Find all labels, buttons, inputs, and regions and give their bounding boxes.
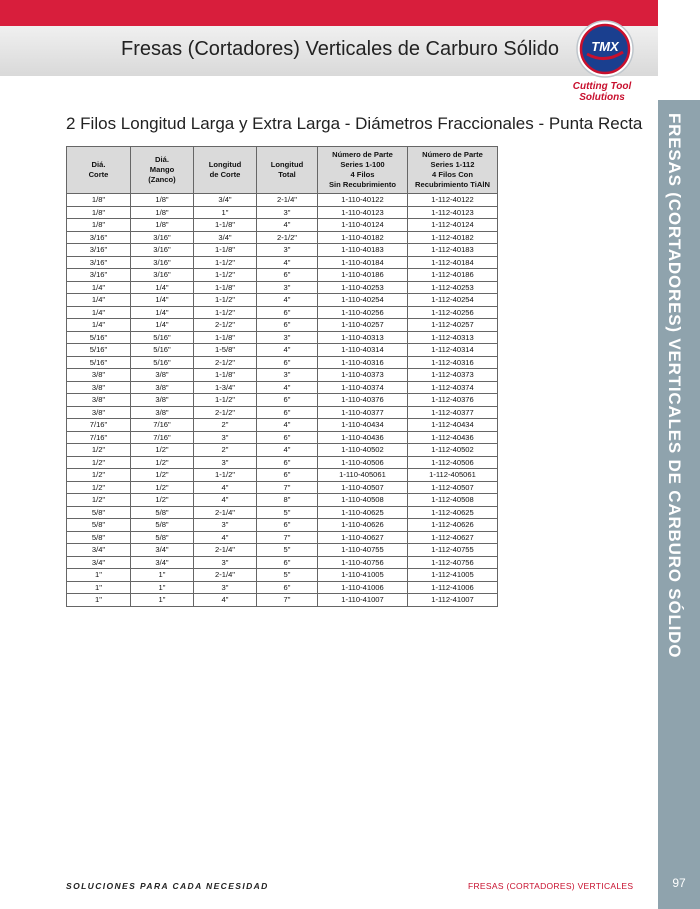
cell-longitud-total: 4" [257, 381, 318, 394]
table-row [67, 519, 498, 532]
cell-dia-mango: 1" [131, 581, 194, 594]
cell-parte-1-112: 1-112-40124 [408, 219, 498, 232]
footer-tagline: SOLUCIONES PARA CADA NECESIDAD [66, 881, 269, 891]
cell-longitud-total: 3" [257, 281, 318, 294]
cell-parte-1-112: 1-112-40256 [408, 306, 498, 319]
cell-dia-corte: 5/16" [67, 331, 131, 344]
cell-dia-corte: 3/8" [67, 369, 131, 382]
cell-parte-1-100: 1-110-40377 [318, 406, 408, 419]
table-row [67, 381, 498, 394]
cell-parte-1-100: 1-110-40253 [318, 281, 408, 294]
cell-dia-mango: 1/2" [131, 456, 194, 469]
cell-dia-mango: 3/8" [131, 369, 194, 382]
footer-section: FRESAS (CORTADORES) VERTICALES [468, 881, 634, 891]
table-row [67, 356, 498, 369]
header-parte-1-100: Número de Parte Series 1-100 4 Filos Sin Recubrimiento [318, 147, 408, 194]
cell-parte-1-112: 1-112-40183 [408, 244, 498, 257]
cell-dia-corte: 3/8" [67, 381, 131, 394]
cell-parte-1-100: 1-110-40434 [318, 419, 408, 432]
cell-dia-corte: 5/8" [67, 531, 131, 544]
cell-parte-1-100: 1-110-40124 [318, 219, 408, 232]
cell-longitud-corte: 2-1/4" [194, 569, 257, 582]
product-table [66, 146, 498, 607]
cell-parte-1-100: 1-110-40756 [318, 556, 408, 569]
table-row [67, 281, 498, 294]
cell-parte-1-100: 1-110-40508 [318, 494, 408, 507]
cell-longitud-corte: 1-1/2" [194, 306, 257, 319]
cell-longitud-corte: 2-1/2" [194, 406, 257, 419]
header-dia-corte: Diá. Corte [67, 147, 131, 194]
cell-parte-1-112: 1-112-40253 [408, 281, 498, 294]
cell-parte-1-112: 1-112-40434 [408, 419, 498, 432]
cell-longitud-corte: 1" [194, 206, 257, 219]
cell-dia-corte: 1/4" [67, 294, 131, 307]
cell-longitud-corte: 4" [194, 531, 257, 544]
cell-dia-mango: 5/8" [131, 506, 194, 519]
page-number: 97 [672, 876, 686, 890]
cell-parte-1-112: 1-112-40182 [408, 231, 498, 244]
table-header-row [67, 147, 498, 194]
cell-dia-mango: 5/16" [131, 356, 194, 369]
cell-parte-1-100: 1-110-40316 [318, 356, 408, 369]
cell-parte-1-100: 1-110-40625 [318, 506, 408, 519]
page-title: Fresas (Cortadores) Verticales de Carburo Sólido [121, 38, 559, 60]
cell-dia-mango: 3/8" [131, 394, 194, 407]
cell-longitud-corte: 1-1/2" [194, 294, 257, 307]
cell-longitud-corte: 2-1/2" [194, 319, 257, 332]
cell-parte-1-100: 1-110-41006 [318, 581, 408, 594]
table-row [67, 256, 498, 269]
cell-dia-corte: 1/8" [67, 206, 131, 219]
cell-dia-corte: 1/8" [67, 219, 131, 232]
table-row [67, 369, 498, 382]
cell-dia-corte: 7/16" [67, 419, 131, 432]
cell-parte-1-112: 1-112-405061 [408, 469, 498, 482]
cell-longitud-total: 6" [257, 356, 318, 369]
table-row [67, 494, 498, 507]
cell-parte-1-100: 1-110-40184 [318, 256, 408, 269]
cell-longitud-total: 6" [257, 581, 318, 594]
cell-parte-1-100: 1-110-41005 [318, 569, 408, 582]
cell-dia-corte: 3/8" [67, 406, 131, 419]
cell-parte-1-100: 1-110-40436 [318, 431, 408, 444]
cell-parte-1-112: 1-112-40755 [408, 544, 498, 557]
table-row [67, 581, 498, 594]
cell-parte-1-100: 1-110-40507 [318, 481, 408, 494]
cell-longitud-total: 6" [257, 406, 318, 419]
cell-parte-1-100: 1-110-40376 [318, 394, 408, 407]
table-row [67, 394, 498, 407]
cell-dia-mango: 1/4" [131, 294, 194, 307]
cell-longitud-total: 6" [257, 306, 318, 319]
cell-dia-corte: 3/8" [67, 394, 131, 407]
cell-parte-1-112: 1-112-40506 [408, 456, 498, 469]
table-row [67, 556, 498, 569]
cell-longitud-corte: 2-1/2" [194, 356, 257, 369]
cell-parte-1-112: 1-112-40316 [408, 356, 498, 369]
cell-parte-1-112: 1-112-40186 [408, 269, 498, 282]
cell-longitud-corte: 4" [194, 594, 257, 607]
tmx-logo [576, 20, 634, 78]
table-row [67, 469, 498, 482]
cell-longitud-corte: 1-1/8" [194, 244, 257, 257]
cell-longitud-total: 5" [257, 569, 318, 582]
table-row [67, 269, 498, 282]
cell-longitud-total: 6" [257, 269, 318, 282]
cell-parte-1-112: 1-112-40508 [408, 494, 498, 507]
cell-longitud-total: 4" [257, 344, 318, 357]
table-row [67, 594, 498, 607]
cell-parte-1-112: 1-112-40756 [408, 556, 498, 569]
side-label: FRESAS (CORTADORES) VERTICALES DE CARBURO SÓLIDO [665, 113, 684, 659]
cell-dia-corte: 5/16" [67, 356, 131, 369]
cell-longitud-corte: 3" [194, 456, 257, 469]
cell-parte-1-100: 1-110-40374 [318, 381, 408, 394]
cell-parte-1-100: 1-110-40186 [318, 269, 408, 282]
cell-dia-corte: 1/2" [67, 481, 131, 494]
cell-parte-1-112: 1-112-40507 [408, 481, 498, 494]
cell-parte-1-100: 1-110-40256 [318, 306, 408, 319]
cell-dia-mango: 3/16" [131, 231, 194, 244]
cell-parte-1-112: 1-112-40254 [408, 294, 498, 307]
cell-longitud-corte: 3" [194, 581, 257, 594]
svg-text:TMX: TMX [591, 39, 619, 54]
cell-longitud-total: 7" [257, 481, 318, 494]
cell-dia-corte: 1/2" [67, 456, 131, 469]
cell-parte-1-100: 1-110-40626 [318, 519, 408, 532]
cell-longitud-total: 6" [257, 456, 318, 469]
cell-longitud-corte: 3" [194, 519, 257, 532]
cell-dia-mango: 3/16" [131, 256, 194, 269]
cell-dia-corte: 3/16" [67, 256, 131, 269]
cell-longitud-total: 4" [257, 419, 318, 432]
cell-longitud-corte: 1-1/2" [194, 269, 257, 282]
table-row [67, 331, 498, 344]
cell-dia-mango: 3/8" [131, 406, 194, 419]
cell-dia-mango: 7/16" [131, 419, 194, 432]
table-row [67, 294, 498, 307]
cell-dia-corte: 3/4" [67, 544, 131, 557]
cell-parte-1-112: 1-112-40436 [408, 431, 498, 444]
cell-longitud-total: 5" [257, 506, 318, 519]
cell-longitud-corte: 1-1/8" [194, 219, 257, 232]
cell-longitud-corte: 4" [194, 494, 257, 507]
header-dia-mango: Diá. Mango (Zanco) [131, 147, 194, 194]
cell-parte-1-112: 1-112-40373 [408, 369, 498, 382]
cell-dia-mango: 3/4" [131, 544, 194, 557]
cell-dia-corte: 1/4" [67, 319, 131, 332]
cell-longitud-total: 3" [257, 331, 318, 344]
cell-longitud-corte: 3" [194, 556, 257, 569]
cell-dia-corte: 3/4" [67, 556, 131, 569]
cell-parte-1-112: 1-112-40374 [408, 381, 498, 394]
cell-parte-1-100: 1-110-405061 [318, 469, 408, 482]
cell-dia-mango: 1/4" [131, 281, 194, 294]
table-row [67, 506, 498, 519]
cell-longitud-total: 6" [257, 319, 318, 332]
cell-parte-1-112: 1-112-40377 [408, 406, 498, 419]
cell-parte-1-112: 1-112-40123 [408, 206, 498, 219]
cell-parte-1-112: 1-112-40502 [408, 444, 498, 457]
cell-dia-corte: 1/4" [67, 306, 131, 319]
header-red-band [0, 0, 658, 26]
table-row [67, 219, 498, 232]
cell-longitud-total: 7" [257, 594, 318, 607]
cell-dia-corte: 1/2" [67, 444, 131, 457]
cell-parte-1-100: 1-110-40373 [318, 369, 408, 382]
cell-longitud-corte: 1-5/8" [194, 344, 257, 357]
cell-parte-1-112: 1-112-41005 [408, 569, 498, 582]
cell-parte-1-100: 1-110-40502 [318, 444, 408, 457]
cell-dia-corte: 1/2" [67, 469, 131, 482]
cell-dia-corte: 5/8" [67, 506, 131, 519]
cell-dia-corte: 1/4" [67, 281, 131, 294]
cell-dia-mango: 3/16" [131, 244, 194, 257]
cell-longitud-total: 6" [257, 394, 318, 407]
brand-tagline: Cutting Tool Solutions [572, 81, 632, 103]
cell-longitud-total: 6" [257, 431, 318, 444]
cell-longitud-corte: 3" [194, 431, 257, 444]
cell-longitud-total: 3" [257, 369, 318, 382]
cell-dia-corte: 1" [67, 569, 131, 582]
cell-parte-1-112: 1-112-40313 [408, 331, 498, 344]
cell-longitud-total: 6" [257, 519, 318, 532]
cell-dia-mango: 1/2" [131, 481, 194, 494]
cell-parte-1-100: 1-110-40183 [318, 244, 408, 257]
cell-dia-corte: 3/16" [67, 244, 131, 257]
table-row [67, 344, 498, 357]
cell-longitud-corte: 4" [194, 481, 257, 494]
cell-dia-corte: 1/8" [67, 194, 131, 207]
cell-longitud-total: 4" [257, 256, 318, 269]
cell-dia-corte: 1" [67, 581, 131, 594]
cell-parte-1-112: 1-112-40184 [408, 256, 498, 269]
table-row [67, 544, 498, 557]
cell-dia-corte: 5/16" [67, 344, 131, 357]
cell-parte-1-100: 1-110-40123 [318, 206, 408, 219]
cell-longitud-total: 3" [257, 206, 318, 219]
cell-longitud-corte: 1-1/8" [194, 331, 257, 344]
section-title: 2 Filos Longitud Larga y Extra Larga - Diámetros Fraccionales - Punta Recta [66, 114, 643, 133]
cell-longitud-corte: 2-1/4" [194, 544, 257, 557]
cell-dia-mango: 5/8" [131, 519, 194, 532]
cell-longitud-total: 8" [257, 494, 318, 507]
cell-longitud-corte: 3/4" [194, 194, 257, 207]
cell-dia-corte: 3/16" [67, 231, 131, 244]
table-row [67, 206, 498, 219]
cell-dia-corte: 5/8" [67, 519, 131, 532]
header-parte-1-112: Número de Parte Series 1-112 4 Filos Con Recubrimiento TiAlN [408, 147, 498, 194]
table-row [67, 319, 498, 332]
cell-dia-mango: 3/4" [131, 556, 194, 569]
cell-dia-mango: 1" [131, 569, 194, 582]
table-row [67, 569, 498, 582]
cell-dia-mango: 1/4" [131, 319, 194, 332]
cell-dia-mango: 1/2" [131, 494, 194, 507]
cell-longitud-corte: 2" [194, 444, 257, 457]
cell-dia-mango: 1/8" [131, 194, 194, 207]
cell-parte-1-100: 1-110-40627 [318, 531, 408, 544]
cell-longitud-total: 7" [257, 531, 318, 544]
table-row [67, 306, 498, 319]
cell-parte-1-112: 1-112-40376 [408, 394, 498, 407]
cell-dia-mango: 5/16" [131, 331, 194, 344]
cell-dia-mango: 1/8" [131, 206, 194, 219]
header-longitud-corte: Longitud de Corte [194, 147, 257, 194]
cell-dia-mango: 3/8" [131, 381, 194, 394]
cell-parte-1-112: 1-112-40627 [408, 531, 498, 544]
table-row [67, 431, 498, 444]
cell-parte-1-112: 1-112-40257 [408, 319, 498, 332]
cell-parte-1-112: 1-112-41007 [408, 594, 498, 607]
cell-longitud-corte: 1-1/2" [194, 394, 257, 407]
cell-dia-corte: 3/16" [67, 269, 131, 282]
cell-dia-mango: 7/16" [131, 431, 194, 444]
cell-dia-corte: 1/2" [67, 494, 131, 507]
cell-dia-mango: 5/16" [131, 344, 194, 357]
table-row [67, 194, 498, 207]
table-row [67, 444, 498, 457]
cell-dia-mango: 1/2" [131, 444, 194, 457]
cell-longitud-total: 3" [257, 244, 318, 257]
cell-parte-1-100: 1-110-40182 [318, 231, 408, 244]
cell-parte-1-100: 1-110-40314 [318, 344, 408, 357]
cell-longitud-total: 4" [257, 294, 318, 307]
cell-dia-mango: 1/8" [131, 219, 194, 232]
cell-longitud-total: 5" [257, 544, 318, 557]
cell-longitud-corte: 1-1/2" [194, 469, 257, 482]
cell-parte-1-112: 1-112-40122 [408, 194, 498, 207]
table-row [67, 456, 498, 469]
table-row [67, 531, 498, 544]
table-row [67, 419, 498, 432]
cell-parte-1-100: 1-110-41007 [318, 594, 408, 607]
cell-dia-mango: 5/8" [131, 531, 194, 544]
cell-longitud-total: 6" [257, 556, 318, 569]
cell-longitud-corte: 2-1/4" [194, 506, 257, 519]
cell-longitud-corte: 1-1/2" [194, 256, 257, 269]
cell-dia-mango: 1" [131, 594, 194, 607]
cell-longitud-corte: 1-1/8" [194, 369, 257, 382]
cell-longitud-corte: 1-1/8" [194, 281, 257, 294]
cell-dia-corte: 7/16" [67, 431, 131, 444]
cell-longitud-corte: 2" [194, 419, 257, 432]
cell-parte-1-112: 1-112-40314 [408, 344, 498, 357]
header-longitud-total: Longitud Total [257, 147, 318, 194]
cell-parte-1-100: 1-110-40254 [318, 294, 408, 307]
table-row [67, 231, 498, 244]
cell-longitud-total: 2-1/4" [257, 194, 318, 207]
table-row [67, 406, 498, 419]
cell-dia-mango: 1/2" [131, 469, 194, 482]
cell-parte-1-100: 1-110-40755 [318, 544, 408, 557]
cell-parte-1-112: 1-112-40625 [408, 506, 498, 519]
table-row [67, 244, 498, 257]
cell-parte-1-100: 1-110-40257 [318, 319, 408, 332]
cell-longitud-total: 6" [257, 469, 318, 482]
cell-dia-corte: 1" [67, 594, 131, 607]
cell-longitud-corte: 3/4" [194, 231, 257, 244]
cell-parte-1-112: 1-112-41006 [408, 581, 498, 594]
cell-longitud-total: 2-1/2" [257, 231, 318, 244]
cell-parte-1-100: 1-110-40313 [318, 331, 408, 344]
cell-longitud-corte: 1-3/4" [194, 381, 257, 394]
cell-longitud-total: 4" [257, 444, 318, 457]
cell-longitud-total: 4" [257, 219, 318, 232]
cell-parte-1-100: 1-110-40506 [318, 456, 408, 469]
cell-parte-1-100: 1-110-40122 [318, 194, 408, 207]
cell-dia-mango: 1/4" [131, 306, 194, 319]
cell-parte-1-112: 1-112-40626 [408, 519, 498, 532]
table-row [67, 481, 498, 494]
cell-dia-mango: 3/16" [131, 269, 194, 282]
